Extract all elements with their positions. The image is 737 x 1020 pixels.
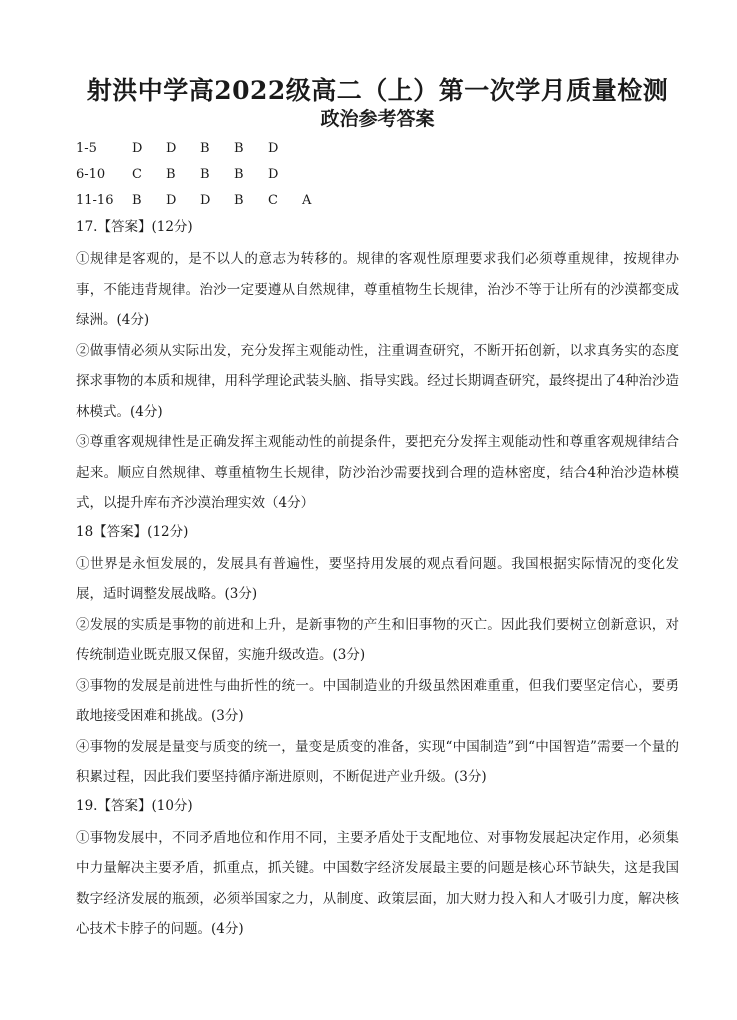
- question-17-heading: 17.【答案】(12分): [76, 219, 193, 235]
- mc-answer: D: [200, 193, 211, 208]
- question-17-point-2: ②做事情必须从实际出发，充分发挥主观能动性，注重调查研究，不断开拓创新，以求真务实的态度探求事物的本质和规律，用科学理论武装头脑、指导实践。经过长期调查研究，最终提出了4种治沙造林模式。(4分): [76, 342, 679, 420]
- mc-answer: D: [132, 141, 143, 156]
- question-18-heading: 18【答案】(12分): [76, 523, 189, 540]
- question-19-point-1: ①事物发展中，不同矛盾地位和作用不同，主要矛盾处于支配地位、对事物发展起决定作用，必须集中力量解决主要矛盾，抓重点，抓关键。中国数字经济发展最主要的问题是核心环节缺失，这是我国数字经济发展的瓶颈，必须举国家之力，从制度、政策层面，加大财力投入和人才吸引力度，解决核心技术卡脖子的问题。(4分): [76, 829, 679, 937]
- mc-answer: B: [166, 167, 176, 182]
- mc-answer: B: [200, 141, 210, 156]
- question-19-heading: 19.【答案】(10分): [76, 797, 193, 814]
- multiple-choice-answers: [76, 136, 679, 214]
- mc-range: 11-16: [76, 193, 114, 208]
- mc-answer: B: [234, 193, 244, 208]
- mc-answer: C: [132, 167, 142, 182]
- mc-row-1-5: [76, 136, 679, 162]
- question-18-point-1: ①世界是永恒发展的，发展具有普遍性，要坚持用发展的观点看问题。我国根据实际情况的变化发展，适时调整发展战略。(3分): [76, 555, 679, 602]
- mc-range: 1-5: [76, 141, 97, 156]
- page-subtitle: 政治参考答案: [320, 108, 435, 130]
- question-18-point-4: ④事物的发展是量变与质变的统一，量变是质变的准备，实现“中国制造”到“中国智造”需要一个量的积累过程，因此我们要坚持循序渐进原则，不断促进产业升级。(3分): [76, 738, 679, 785]
- question-17-point-3: ③尊重客观规律性是正确发挥主观能动性的前提条件，要把充分发挥主观能动性和尊重客观规律结合起来。顺应自然规律、尊重植物生长规律，防沙治沙需要找到合理的造林密度，结合4种治沙造林模式，以提升库布齐沙漠治理实效（4分）: [76, 434, 679, 511]
- mc-answer: B: [132, 193, 142, 208]
- mc-answer: A: [302, 193, 312, 208]
- mc-row-6-10: [76, 162, 679, 188]
- mc-answer: D: [166, 193, 177, 208]
- mc-range: 6-10: [76, 167, 106, 182]
- page-title: 射洪中学高2022级高二（上）第一次学月质量检测: [86, 76, 669, 105]
- question-17: [76, 214, 679, 519]
- mc-answer: D: [268, 141, 279, 156]
- question-18-point-3: ③事物的发展是前进性与曲折性的统一。中国制造业的升级虽然困难重重，但我们要坚定信心，要勇敢地接受困难和挑战。(3分): [76, 677, 679, 724]
- mc-answer: B: [234, 167, 244, 182]
- mc-answer: D: [268, 167, 279, 182]
- mc-answer: B: [200, 167, 210, 182]
- question-19: [76, 793, 679, 945]
- mc-answer: B: [234, 141, 244, 156]
- mc-answer: C: [268, 193, 278, 208]
- question-18: [76, 519, 679, 793]
- question-17-point-1: ①规律是客观的，是不以人的意志为转移的。规律的客观性原理要求我们必须尊重规律，按规律办事，不能违背规律。治沙一定要遵从自然规律，尊重植物生长规律，治沙不等于让所有的沙漠都变成绿洲。(4分): [76, 251, 679, 328]
- mc-answer: D: [166, 141, 177, 156]
- mc-row-11-16: [76, 188, 679, 214]
- question-18-point-2: ②发展的实质是事物的前进和上升，是新事物的产生和旧事物的灭亡。因此我们要树立创新意识，对传统制造业既克服又保留，实施升级改造。(3分): [76, 616, 679, 663]
